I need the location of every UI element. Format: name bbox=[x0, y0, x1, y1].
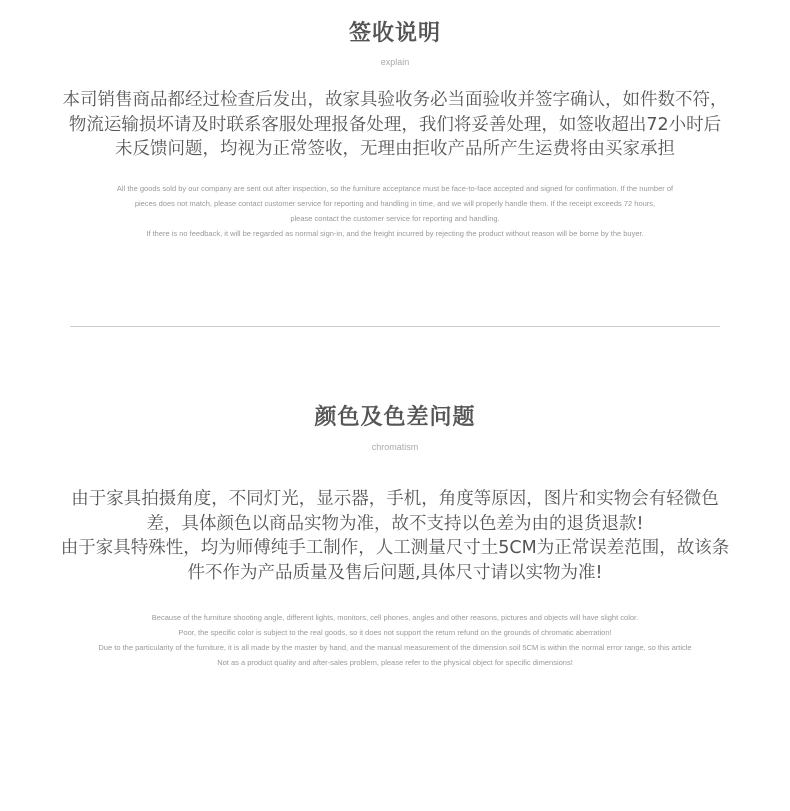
sign-section-cn-text bbox=[10, 88, 780, 162]
en-line: Because of the furniture shooting angle, different lights, monitors, cell phones, angles and other reasons, pictures and objects will have slight color. bbox=[151, 613, 639, 622]
sign-section-subtitle: explain bbox=[380, 57, 410, 67]
en-line: please contact the customer service for reporting and handling. bbox=[290, 213, 500, 223]
cn-line: 未反馈问题，均视为正常签收，无理由拒收产品所产生运费将由买家承担 bbox=[115, 139, 675, 159]
color-section-title: 颜色及色差问题 bbox=[314, 405, 476, 430]
en-line: pieces does not match, please contact customer service for reporting and handling in time, and we will properly handle them. If the receipt exceeds 72 hours, bbox=[134, 198, 656, 208]
color-section-en-text bbox=[15, 610, 775, 670]
en-line: Not as a product quality and after-sales problem, please refer to the physical object for specific dimensions! bbox=[217, 658, 573, 667]
cn-line: 本司销售商品都经过检查后发出，故家具验收务必当面验收并签字确认，如件数不符， bbox=[62, 90, 728, 110]
cn-line: 差，具体颜色以商品实物为准，故不支持以色差为由的退货退款! bbox=[146, 513, 644, 534]
sign-section-title: 签收说明 bbox=[348, 21, 441, 46]
en-line: If there is no feedback, it will be regarded as normal sign-in, and the freight incurred by rejecting the product without reason will be borne by the buyer. bbox=[146, 228, 644, 238]
en-line: Poor, the specific color is subject to the real goods, so it does not support the return refund on the grounds of chromatic aberration! bbox=[178, 628, 612, 637]
cn-line: 物流运输损坏请及时联系客服处理报备处理，我们将妥善处理，如签收超出72小时后 bbox=[68, 114, 722, 135]
cn-line: 由于家具拍摄角度，不同灯光，显示器，手机，角度等原因，图片和实物会有轻微色 bbox=[71, 489, 719, 509]
en-line: All the goods sold by our company are sent out after inspection, so the furniture acceptance must be face-to-face accepted and signed for confirmation. If the number of bbox=[116, 183, 674, 193]
color-section-cn-text bbox=[10, 487, 780, 585]
section-divider bbox=[70, 326, 720, 327]
en-line: Due to the particularity of the furniture, it is all made by the master by hand, and the manual measurement of the dimension soil 5CM is within the normal error range, so this article bbox=[98, 643, 692, 652]
cn-line: 由于家具特殊性，均为师傅纯手工制作，人工测量尺寸土5CM为正常误差范围，故该条 bbox=[60, 538, 730, 558]
color-section-subtitle: chromatism bbox=[371, 442, 419, 452]
color-section bbox=[0, 404, 790, 670]
sign-section-en-text bbox=[15, 181, 775, 241]
cn-line: 件不作为产品质量及售后问题,具体尺寸请以实物为准! bbox=[187, 562, 603, 583]
sign-section bbox=[0, 20, 790, 241]
